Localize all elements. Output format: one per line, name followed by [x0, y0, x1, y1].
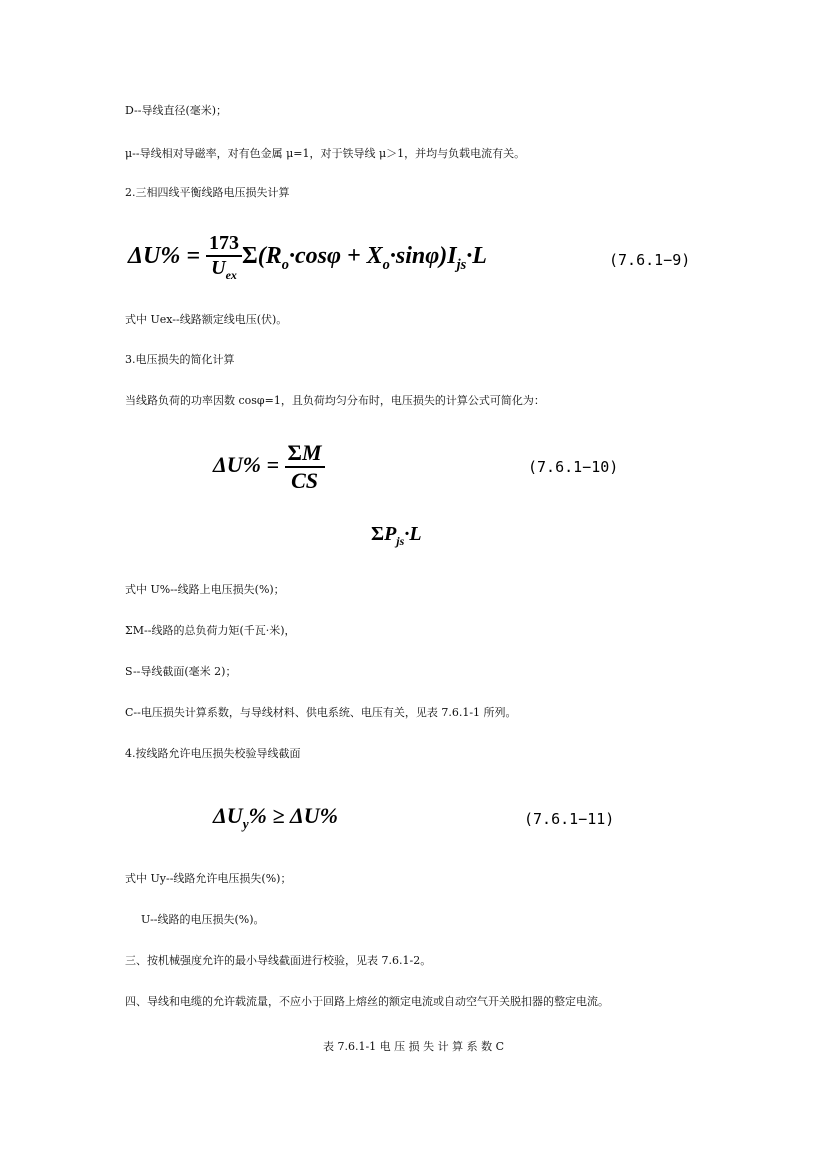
sum-pjs-l-expression: $\Sigma P_{js}\cdot L$ [371, 523, 422, 548]
equation-number: (7.6.1−11) [524, 810, 615, 828]
text-line: U--线路的电压损失(%)。 [141, 913, 265, 926]
equation-7-6-1-11: $\Delta U_y\% \ge \Delta U\%$ [213, 803, 338, 832]
text-line: 三、按机械强度允许的最小导线截面进行校验，见表 7.6.1-2。 [125, 954, 432, 967]
text-line: 式中 U%--线路上电压损失(%)； [125, 583, 285, 596]
text-line: 式中 Uy--线路允许电压损失(%)； [125, 872, 292, 885]
text-line: ΣM--线路的总负荷力矩(千瓦·米)， [125, 624, 296, 637]
section-heading: 3.电压损失的简化计算 [125, 353, 235, 366]
text-line: D--导线直径(毫米)； [125, 104, 228, 117]
table-caption: 表 7.6.1-1 电 压 损 失 计 算 系 数 C [322, 1040, 505, 1053]
text-line: 四、导线和电缆的允许载流量，不应小于回路上熔丝的额定电流或自动空气开关脱扣器的整定电流。 [125, 995, 609, 1008]
text-line: S--导线截面(毫米 2)； [125, 665, 237, 678]
equation-number: (7.6.1−10) [528, 458, 619, 476]
equation-number: (7.6.1−9) [609, 251, 691, 269]
equation-7-6-1-9: ΔU% = $\frac{173}{U_{ex}}$ $\Sigma(R_o\cdot\cos\varphi + X_o\cdot\sin\varphi)I_{js}\cdot L$ [128, 232, 487, 282]
text-line: 式中 Uex--线路额定线电压(伏)。 [125, 313, 288, 326]
equation-7-6-1-10: ΔU% = $\frac{\Sigma M}{CS}$ [213, 440, 325, 494]
text-line: 当线路负荷的功率因数 cosφ=1，且负荷均匀分布时，电压损失的计算公式可简化为： [125, 394, 545, 407]
text-line: μ--导线相对导磁率，对有色金属 μ=1，对于铁导线 μ＞1，并均与负载电流有关。 [125, 147, 526, 160]
section-heading: 4.按线路允许电压损失校验导线截面 [125, 747, 301, 760]
text-line: C--电压损失计算系数，与导线材料、供电系统、电压有关，见表 7.6.1-1 所列。 [125, 706, 517, 719]
section-heading: 2.三相四线平衡线路电压损失计算 [125, 186, 290, 199]
